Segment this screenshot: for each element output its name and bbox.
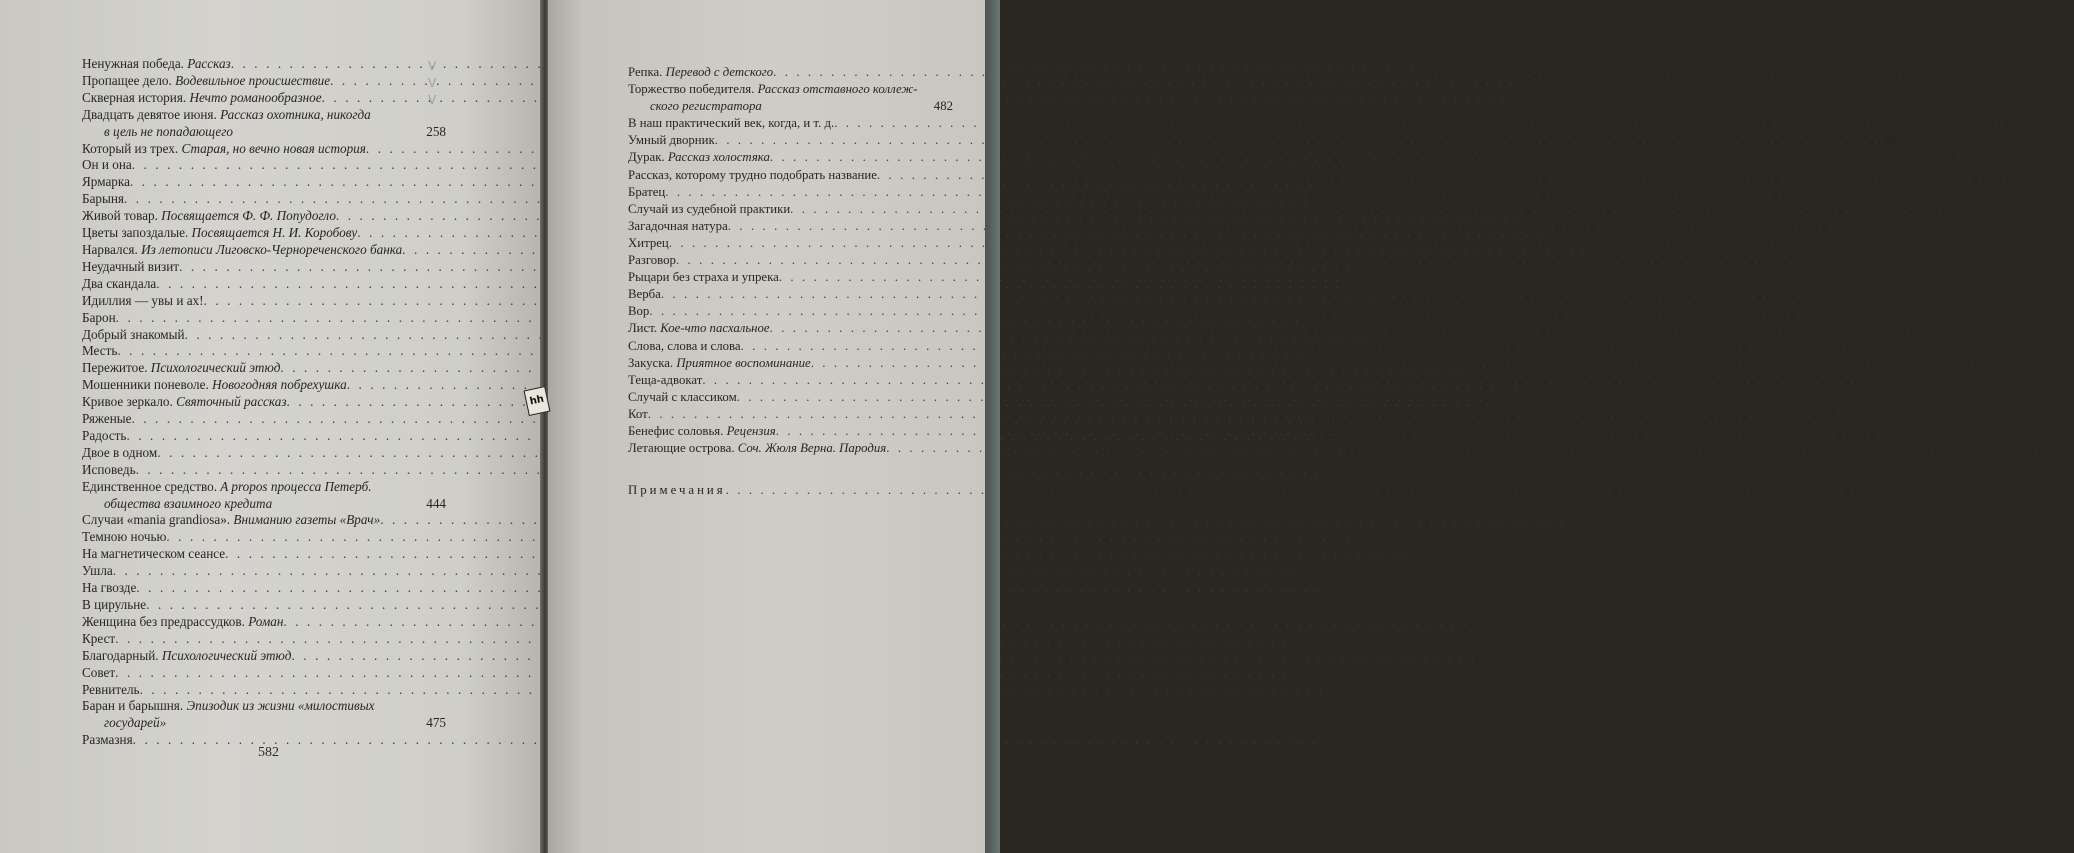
toc-title-text: Барыня — [82, 191, 125, 207]
toc-title-text: Двое в одном — [82, 444, 158, 460]
toc-page-number: 497 — [1958, 201, 1979, 216]
toc-title-text: Теща-адвокат — [628, 372, 703, 387]
toc-entry-title — [628, 286, 661, 303]
toc-title-text: Неудачный визит — [82, 258, 180, 274]
toc-title-text: Совет — [82, 664, 116, 680]
toc-page-number: 153 — [1418, 56, 1439, 71]
toc-entry-title — [628, 440, 886, 457]
toc-page-number: 273 — [1320, 157, 1340, 173]
toc-entry-title — [82, 141, 366, 158]
toc-title-text: Ушла — [82, 563, 113, 579]
toc-subtitle: Рассказ охотника, никогда — [220, 106, 371, 122]
toc-entry-title — [82, 411, 131, 428]
toc-title-text: Благодарный. — [82, 647, 159, 663]
toc-title-text: Закуска. — [628, 355, 674, 370]
toc-page-number: 545 — [1796, 458, 1816, 473]
toc-title-text: Случай из судебной практики — [628, 201, 791, 216]
toc-title-text: Дурак. — [628, 150, 665, 165]
toc-page-number: 311 — [1524, 208, 1544, 224]
toc-subtitle: Посвящается Ф. Ф. Попудогло — [161, 208, 336, 224]
toc-entry-title — [628, 235, 669, 252]
dot-leader — [741, 338, 1907, 355]
toc-page-number: 511 — [1829, 287, 1849, 302]
toc-title-text: Крест — [82, 630, 116, 646]
toc-entry — [82, 580, 1345, 597]
toc-title-text: Разговор — [628, 253, 676, 268]
toc-page-number: 508 — [1947, 270, 1967, 285]
toc-page-number: 499 — [1896, 218, 1916, 233]
toc-title-text: Летающие острова. — [628, 441, 735, 456]
toc-page-number: 282 — [1318, 174, 1339, 190]
toc-page-number: 559 — [1894, 483, 1914, 498]
toc-entry-title — [82, 512, 380, 529]
toc-page-number: 431 — [1319, 411, 1340, 427]
dot-leader — [649, 303, 1815, 320]
toc-entry-title — [82, 242, 402, 259]
toc-page-number: 449 — [1354, 529, 1375, 545]
toc-page-number: 415 — [1305, 343, 1326, 359]
toc-subtitle: Соч. Жюля Верна. Пародия — [737, 441, 887, 456]
toc-notes-entry — [628, 482, 1914, 499]
toc-title-text: Ревнитель — [82, 681, 140, 697]
toc-page-number: 392 — [1344, 275, 1365, 291]
toc-entry-title — [82, 648, 291, 665]
toc-entry-title — [82, 73, 330, 90]
toc-page-number: 486 — [1883, 133, 1903, 148]
toc-entry-title — [82, 546, 225, 563]
toc-entry — [82, 461, 1344, 479]
toc-page-number: 473 — [1327, 681, 1348, 697]
toc-subtitle: Перевод с детского — [665, 65, 774, 79]
toc-title-text: В наш практический век, когда, и т. д. — [628, 116, 835, 131]
toc-title-text: Примечания — [628, 483, 726, 498]
toc-subtitle: Психологический этюд — [150, 360, 281, 376]
toc-subtitle: Из летописи Лиговско-Чернореченского банка — [141, 241, 403, 257]
toc-page-number: 243 — [1518, 72, 1539, 88]
toc-subtitle-continued: ского регистратора — [650, 99, 762, 114]
toc-page-number: 248 — [1509, 89, 1530, 105]
toc-page-number: 437 — [1345, 444, 1366, 460]
toc-entry — [82, 613, 1492, 631]
toc-page-number: 391 — [1367, 258, 1388, 274]
toc-title-text: Темною ночью — [82, 529, 167, 545]
toc-title-text: Барон — [82, 309, 116, 325]
toc-entry-title — [82, 56, 231, 73]
toc-entry-title — [82, 259, 179, 276]
toc-page-number: 495 — [1833, 184, 1854, 199]
pencil-marks — [428, 58, 436, 109]
toc-entry-title — [628, 423, 776, 440]
dot-leader — [702, 372, 1868, 389]
toc-entry-title — [82, 631, 115, 648]
toc-title-text: Ярмарка — [82, 174, 130, 190]
toc-title-text: Исповедь — [82, 461, 136, 477]
toc-subtitle: Роман — [248, 613, 284, 629]
toc-title-text: Который из трех. — [82, 140, 179, 156]
toc-title-text: Слова, слова и слова — [628, 338, 741, 353]
toc-title-text: Загадочная натура — [628, 218, 728, 233]
toc-page-number: 456 — [1324, 580, 1345, 596]
toc-title-text: Торжество победителя. — [628, 82, 755, 97]
toc-entry-title — [628, 355, 811, 372]
toc-page-number: 444 — [426, 495, 446, 511]
toc-entry-title — [82, 563, 113, 580]
toc-title-text: Случаи «mania grandiosa». — [82, 512, 231, 528]
dot-leader — [648, 406, 1814, 423]
toc-subtitle: Рассказ холостяка — [667, 150, 770, 165]
toc-subtitle: Кое-что пасхальное — [660, 321, 770, 336]
toc-title-text: Радость — [82, 427, 127, 443]
toc-title-text: Нарвался. — [82, 241, 138, 257]
toc-page-number: 482 — [2002, 116, 2023, 131]
toc-entry-title — [628, 303, 649, 320]
toc-page-number: 468 — [1479, 647, 1500, 663]
toc-page-number: 488 — [1938, 150, 1958, 165]
toc-entry-title — [628, 320, 770, 337]
pencil-mark: V — [428, 93, 437, 107]
page-folio: 582 — [258, 745, 279, 760]
toc-entry-title — [82, 107, 371, 122]
toc-page-number: 388 — [1590, 241, 1611, 257]
toc-title-text: Размазня — [82, 732, 133, 748]
toc-page-number: 518 — [1938, 321, 1958, 336]
toc-subtitle: Приятное воспоминание — [676, 355, 811, 370]
toc-page-number: 447 — [1568, 512, 1589, 528]
toc-entry-title — [82, 276, 156, 293]
toc-entry-title — [82, 479, 372, 494]
toc-entry-title — [82, 529, 166, 546]
toc-title-text: На гвозде — [82, 580, 137, 596]
dot-leader — [790, 201, 1956, 218]
dot-leader — [737, 389, 1903, 406]
toc-entry-title — [628, 406, 648, 423]
toc-page-number: 406 — [1303, 309, 1324, 325]
toc-entry — [82, 664, 1324, 682]
dot-leader — [715, 132, 1881, 149]
toc-entry-title — [82, 665, 115, 682]
toc-page-number: 413 — [1372, 326, 1393, 342]
toc-title-text: В цирульне — [82, 597, 147, 612]
toc-entry-title — [628, 338, 741, 355]
toc-entry-title — [628, 184, 665, 201]
toc-subtitle: Вниманию газеты «Врач» — [233, 512, 381, 528]
dot-leader — [779, 269, 1945, 286]
toc-entry-title — [628, 269, 779, 286]
toc-title-text: На магнетическом сеансе — [82, 546, 226, 562]
toc-page-number: 505 — [1844, 253, 1864, 268]
toc-page-number: 502 — [1837, 235, 1857, 250]
toc-subtitle: Новогодняя побрехушка — [212, 377, 347, 393]
toc-page-number: 514 — [1818, 304, 1838, 319]
dot-leader — [886, 440, 2052, 457]
toc-title-text: Умный дворник — [628, 133, 715, 148]
toc-page-number: 434 — [1314, 427, 1335, 443]
dot-leader — [773, 64, 1939, 81]
toc-page-number: 451 — [1413, 546, 1434, 562]
dot-leader — [728, 218, 1894, 235]
toc-entry — [628, 115, 2023, 132]
toc-entry-title — [628, 132, 715, 149]
toc-page-number: 481 — [1941, 65, 1961, 79]
toc-entry — [82, 681, 1348, 699]
toc-page-number: 531 — [1905, 389, 1925, 404]
toc-entry-title — [628, 372, 702, 389]
toc-title-text: Лист. — [628, 321, 658, 336]
toc-entry-title — [82, 360, 280, 377]
toc-entry-title — [628, 149, 770, 166]
toc-entry-title — [82, 445, 157, 462]
toc-subtitle: Психологический этюд — [161, 647, 292, 663]
toc-entry-title — [82, 394, 286, 411]
toc-page-number: 467 — [1303, 630, 1324, 646]
toc-page-number: 478 — [1320, 732, 1341, 748]
toc-title-text: Он и она — [82, 157, 132, 173]
toc-entry — [82, 107, 446, 141]
toc-entry-title — [628, 82, 918, 96]
toc-title-text: Мошенники поневоле. — [82, 377, 209, 393]
toc-entry-title — [82, 698, 375, 713]
toc-title-text: Пережитое. — [82, 360, 148, 376]
toc-entry — [82, 698, 446, 732]
toc-entry-title — [628, 389, 737, 406]
dot-leader — [770, 149, 1936, 166]
toc-title-text: Братец — [628, 184, 666, 199]
toc-entry — [82, 563, 1321, 580]
toc-entry-title — [82, 310, 116, 327]
toc-page-number: 440 — [1323, 461, 1344, 477]
pencil-mark: V — [428, 59, 437, 73]
toc-page-number: 534 — [1816, 406, 1836, 421]
toc-entry-title — [628, 252, 676, 269]
toc-entry-title — [628, 218, 728, 235]
toc-entry — [82, 647, 1500, 665]
toc-page-number: 491 — [2045, 167, 2065, 182]
toc-entry — [82, 512, 1589, 529]
toc-page-number: 454 — [1301, 563, 1321, 579]
toc-page-number: 424 — [1534, 377, 1555, 393]
toc-title-text: Баран и барышня. — [82, 698, 184, 714]
toc-title-text: Единственное средство. — [82, 478, 217, 494]
toc-subtitle-continued: государей» — [104, 715, 167, 731]
toc-entry-title — [82, 377, 347, 394]
toc-entry — [628, 81, 953, 115]
toc-subtitle: A propos процесса Петерб. — [220, 478, 372, 494]
dot-leader — [877, 167, 2043, 184]
toc-page-number: 403 — [1391, 292, 1412, 308]
toc-title-text: Пропащее дело. — [82, 72, 172, 88]
toc-title-text: Двадцать девятое июня. — [82, 106, 217, 122]
toc-page-number: 482 — [933, 99, 953, 114]
toc-title-text: Ряженые — [82, 411, 132, 427]
toc-entry — [82, 597, 1355, 614]
toc-title-text: Два скандала — [82, 275, 157, 291]
toc-subtitle: Рецензия — [726, 423, 776, 438]
toc-subtitle-continued: общества взаимного кредита — [104, 495, 273, 511]
toc-title-text: Женщина без предрассудков. — [82, 613, 245, 629]
toc-subtitle: Рассказ отставного коллеж- — [757, 82, 918, 97]
toc-title-text: Месть — [82, 343, 118, 359]
toc-page-number: 538 — [1944, 423, 1964, 438]
toc-subtitle-continued: в цель не попадающего — [104, 123, 234, 139]
toc-page-number: 525 — [1979, 355, 1999, 370]
toc-page-number: 428 — [1474, 394, 1495, 410]
toc-entry-title — [82, 157, 132, 174]
toc-page-number: 542 — [2054, 441, 2074, 456]
dot-leader — [676, 252, 1842, 269]
toc-entry — [82, 630, 1324, 648]
toc-entry-title — [82, 597, 146, 614]
toc-entry-title — [82, 191, 124, 208]
toc-entry-title — [628, 167, 877, 184]
dot-leader — [770, 320, 1936, 337]
toc-page-number: 258 — [426, 123, 446, 139]
toc-title-text: Кот — [628, 406, 648, 421]
toc-title-text: Идиллия — увы и ах! — [82, 292, 204, 308]
toc-entry-title — [82, 90, 322, 107]
toc-entry-title — [82, 682, 140, 699]
toc-entry — [82, 479, 446, 513]
dot-leader — [834, 115, 2000, 132]
sticker-label: hh — [524, 386, 551, 416]
toc-entry — [82, 546, 1434, 563]
toc-title-text: Добрый знакомый — [82, 326, 185, 342]
toc-subtitle: Старая, но вечно новая история — [181, 140, 366, 156]
toc-entry-title — [628, 201, 790, 218]
book-cover-edge — [985, 0, 1000, 853]
toc-page-number: 458 — [1334, 597, 1355, 612]
toc-entry-title — [82, 462, 136, 479]
toc-subtitle: Святочный рассказ — [176, 394, 287, 410]
toc-entry-title — [82, 428, 126, 445]
toc-title-text: Случай с классиком — [628, 389, 737, 404]
toc-page-number: 289 — [1312, 191, 1333, 207]
toc-entry-title — [82, 208, 336, 225]
toc-entry — [82, 529, 1375, 546]
dot-leader — [726, 482, 1892, 499]
toc-subtitle: Водевильное происшествие — [175, 72, 331, 88]
toc-page-number: 528 — [1870, 372, 1891, 387]
toc-page-number: 266 — [1554, 140, 1574, 156]
toc-title-text: Рыцари без страха и упрека — [628, 270, 779, 285]
dot-leader — [665, 184, 1831, 201]
toc-page-number: 422 — [1468, 360, 1489, 376]
toc-title-text: Цветы запоздалые. — [82, 225, 189, 241]
toc-entry-title — [82, 343, 117, 360]
toc-page-number: 471 — [1303, 664, 1324, 680]
toc-subtitle: Посвящается Н. И. Коробову — [191, 225, 358, 241]
toc-subtitle: Нечто романообразное — [189, 89, 322, 105]
toc-entry-title — [82, 327, 185, 344]
toc-entry-title — [82, 225, 357, 242]
toc-title-text: Скверная история. — [82, 89, 187, 105]
toc-entry-title — [82, 614, 283, 631]
toc-title-text: Бенефис соловья. — [628, 423, 724, 438]
toc-title-text: Вор — [628, 304, 650, 319]
toc-title-text: Репка. — [628, 65, 663, 79]
toc-page-number: 346 — [1545, 225, 1566, 241]
toc-entry-title — [82, 732, 133, 749]
toc-title-text: Рассказ, которому трудно подобрать название — [628, 167, 877, 182]
toc-entry-title — [628, 115, 834, 132]
toc-page-number: 475 — [426, 715, 446, 731]
toc-page-number: 462 — [1471, 613, 1492, 629]
toc-entry-title — [82, 580, 136, 597]
toc-title-text: Хитрец — [628, 235, 669, 250]
toc-entry-title — [82, 174, 130, 191]
toc-title-text: Кривое зеркало. — [82, 394, 173, 410]
toc-title-text: Ненужная победа. — [82, 56, 184, 71]
pencil-mark: V — [428, 76, 437, 90]
dot-leader — [661, 286, 1827, 303]
toc-entry-title — [628, 64, 773, 81]
toc-subtitle: Рассказ — [187, 56, 231, 71]
toc-subtitle: Эпизодик из жизни «милостивых — [186, 698, 375, 714]
dot-leader — [776, 423, 1942, 440]
toc-page-number: 522 — [1909, 338, 1929, 353]
dot-leader — [669, 235, 1835, 252]
toc-title-text: Верба — [628, 287, 661, 302]
toc-title-text: Живой товар. — [82, 208, 158, 224]
toc-entry-title — [82, 293, 204, 310]
